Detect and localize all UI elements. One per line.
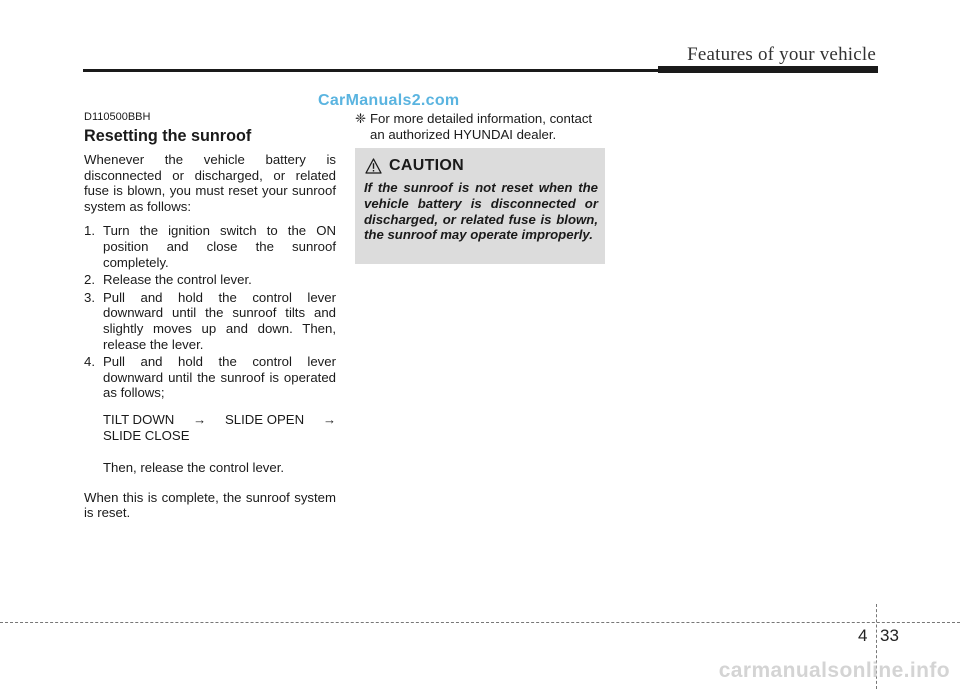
chapter-number: 4 — [858, 626, 868, 645]
closing-paragraph: When this is complete, the sunroof system is reset. — [84, 489, 336, 521]
step-number: 1. — [84, 223, 95, 239]
step-item — [84, 223, 336, 270]
step-text: Pull and hold the control lever downward until the sunroof is operated as follows; — [103, 354, 336, 401]
step-text: Turn the ignition switch to the ON position and close the sunroof completely. — [103, 223, 336, 270]
header-rule — [83, 69, 661, 72]
step-item — [84, 272, 336, 288]
caution-box — [355, 148, 605, 264]
sequence-step-slide-close: SLIDE CLOSE — [103, 427, 190, 443]
step-number: 4. — [84, 354, 95, 370]
arrow-right-icon: → — [322, 411, 336, 427]
watermark-bottom: carmanualsonline.info — [718, 659, 950, 682]
step-text: Pull and hold the control lever downward until the sunroof tilts and slightly moves up and down. Then, release the lever. — [103, 289, 336, 352]
step-item — [84, 290, 336, 352]
then-release-text: Then, release the control lever. — [103, 460, 285, 476]
caution-header — [364, 156, 598, 176]
steps-list — [84, 223, 336, 401]
section-title: Resetting the sunroof — [84, 127, 252, 145]
section-code: D110500BBH — [84, 111, 151, 123]
warning-triangle-icon — [365, 158, 382, 174]
intro-paragraph: Whenever the vehicle battery is disconnected or discharged, or related fuse is blown, you must reset your sunroof system as follows: — [84, 152, 336, 214]
step-item — [84, 354, 336, 401]
sequence-step-tilt-down: TILT DOWN — [103, 411, 175, 427]
note-marker-icon: ❈ — [355, 111, 367, 126]
left-column — [84, 111, 336, 530]
caution-label: CAUTION — [389, 157, 464, 174]
step-text: Release the control lever. — [103, 272, 252, 288]
dealer-note — [355, 111, 605, 142]
caution-text: If the sunroof is not reset when the vehicle battery is disconnected or discharged, or related fuse is blown, the sunroof may operate improperly. — [364, 180, 598, 243]
note-text: For more detailed information, contact an authorized HYUNDAI dealer. — [370, 111, 593, 142]
watermark-top: CarManuals2.com — [318, 92, 460, 109]
step-number: 3. — [84, 289, 95, 305]
page-header-title: Features of your vehicle — [687, 44, 876, 65]
sequence-step-slide-open: SLIDE OPEN — [224, 411, 305, 427]
operation-sequence — [103, 412, 336, 428]
arrow-right-icon: → — [193, 411, 207, 427]
header-rule-thick — [658, 66, 878, 73]
footer-divider — [0, 622, 960, 623]
page-number: 33 — [880, 626, 899, 645]
step-number: 2. — [84, 272, 95, 288]
right-column — [355, 111, 605, 142]
